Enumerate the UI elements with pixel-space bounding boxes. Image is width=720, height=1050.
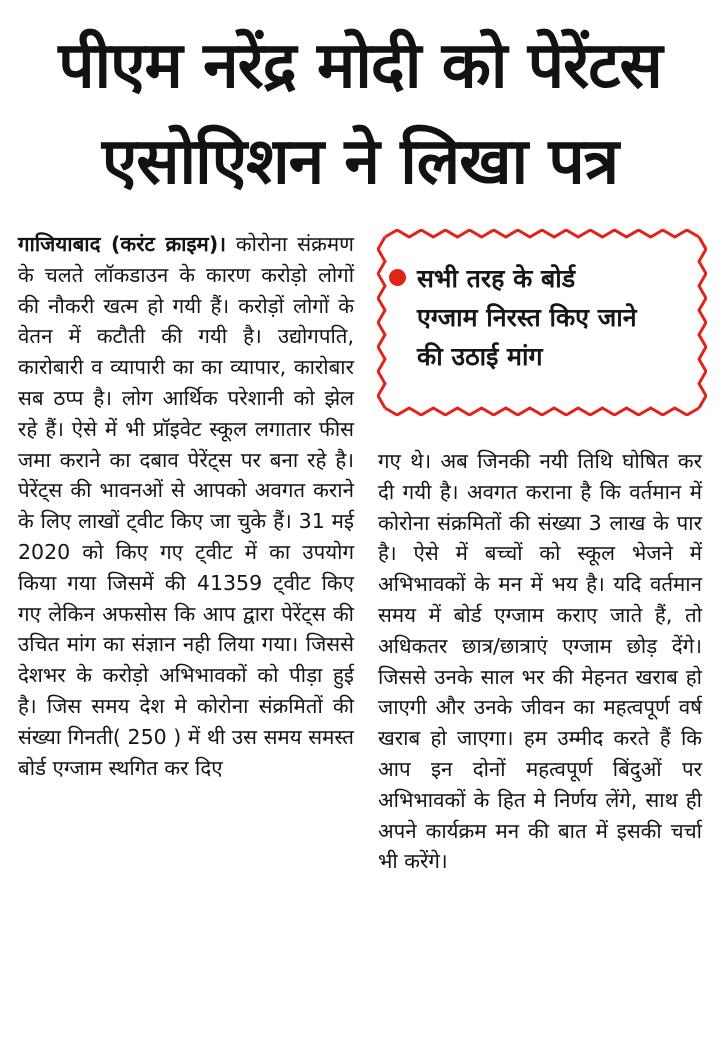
callout-line-1: सभी तरह के बोर्ड [417,264,576,293]
zigzag-border-edge [699,237,706,408]
dateline: गाजियाबाद (करंट क्राइम)। [18,232,226,256]
highlight-callout-box [377,229,707,416]
zigzag-border-edge [385,230,699,237]
zigzag-border-edge [385,408,699,415]
headline-line-2: एसोएिशन ने लिखा पत्र [101,125,619,199]
article-body-right: गए थे। अब जिनकी नयी तिथि घोषित कर दी गयी है। अवगत कराना है कि वर्तमान में कोरोना संक्रमितों की संख्या 3 लाख के पार है। ऐसे में बच्चों को स्कूल भेजने में अभिभावकों के मन में भय है। यदि वर्तमान समय में बोर्ड एग्जाम कराए जाते हैं, तो अधिकतर छात्र/छात्राएं एग्जाम छोड़ देंगे। जिससे उनके साल भर की मेहनत खराब हो जाएगी और उनके जीवन का महत्वपूर्ण वर्ष खराब हो जाएगा। हम उम्मीद करते हैं कि आप इन दोनों महत्वपूर्ण बिंदुओं पर अभिभावकों के हित मे निर्णय लेंगे, साथ ही अपने कार्यक्रम मन की बात में इसकी चर्चा भी करेंगे। [378,449,702,874]
article-right-column [378,446,702,877]
headline [0,18,720,210]
headline-line-1: पीएम नरेंद्र मोदी को पेरेंटस [58,29,662,103]
article-left-column [18,229,354,783]
callout-text [417,259,687,376]
callout-line-2: एग्जाम निरस्त किए जाने [417,303,637,332]
article-body-left: कोरोना संक्रमण के चलते लॉकडाउन के कारण करोड़ो लोगों की नौकरी खत्म हो गयी हैं। करोड़ों लोगों के वेतन में कटौती की गयी है। उद्योगपति, कारोबारी व व्यापारी का का व्यापार, कारोबार सब ठप्प है। लोग आर्थिक परेशानी को झेल रहे हैं। ऐसे में भी प्रॉइवेट स्कूल लगातार फीस जमा कराने का दबाव पेरेंट्स पर बना रहे है। पेरेंट्स की भावनओं से आपको अवगत कराने के लिए लाखों ट्वीट किए जा चुके हैं। 31 मई 2020 को किए गए ट्वीट में का उपयोग किया गया जिसमें की 41359 ट्वीट किए गए लेकिन अफसोस कि आप द्वारा पेरेंट्स की उचित मांग का संज्ञान नही लिया गया। जिससे देशभर के करोड़ो अभिभावकों को पीड़ा हुई है। जिस समय देश मे कोरोना संक्रमितों की संख्या गिनती( 250 ) में थी उस समय समस्त बोर्ड एग्जाम स्थगित कर दिए [18,232,354,780]
red-bullet-icon [389,269,406,286]
callout-line-3: की उठाई मांग [417,342,543,371]
zigzag-border-edge [378,237,385,408]
